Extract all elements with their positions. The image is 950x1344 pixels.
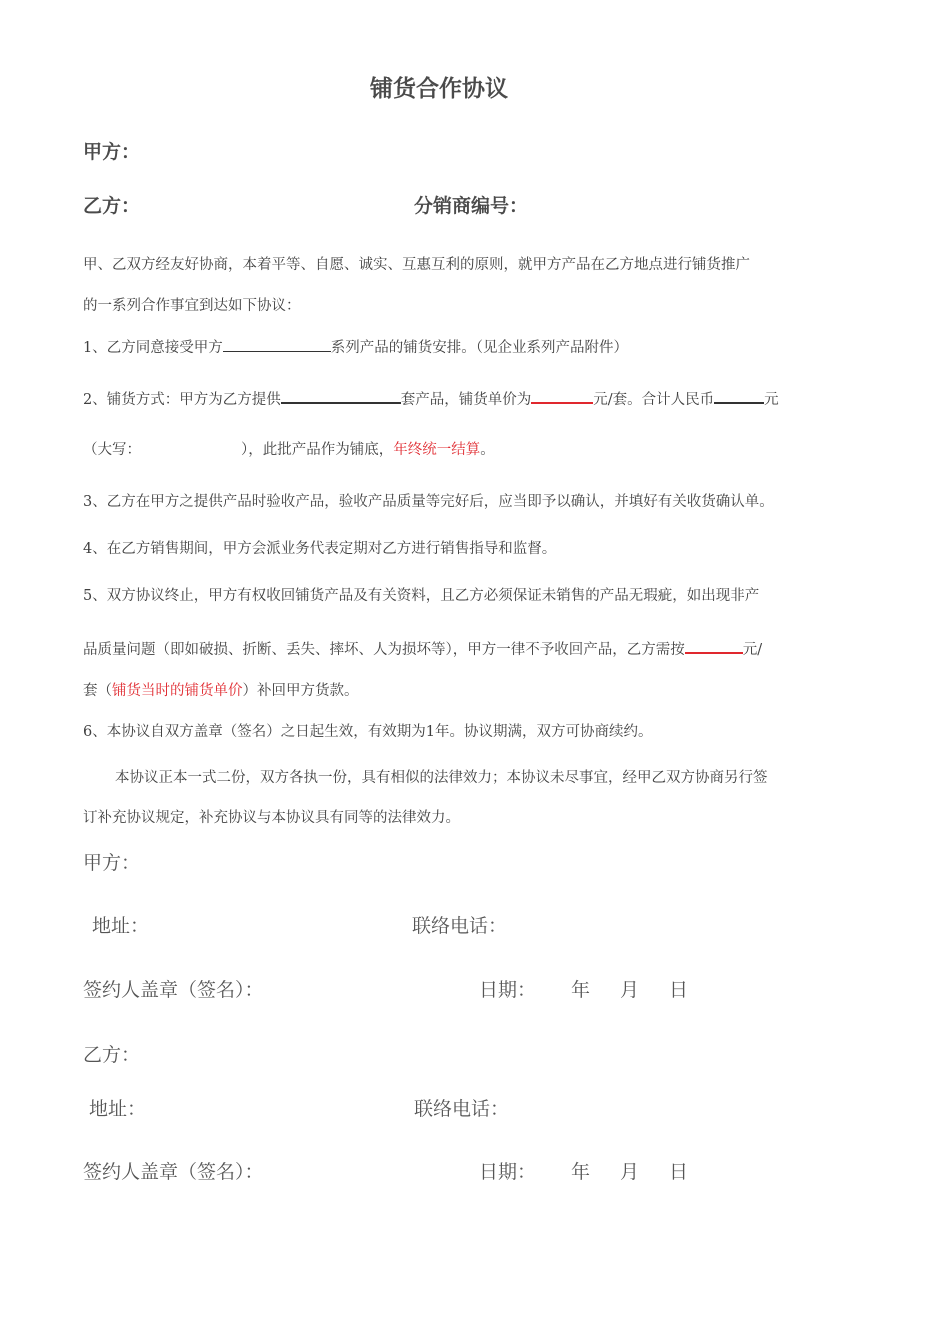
party-a-address-label: 地址： — [92, 915, 150, 937]
document-title: 铺货合作协议 — [370, 76, 508, 102]
clause-2-line-2 — [83, 438, 495, 459]
product-series-blank[interactable] — [223, 335, 331, 352]
clause-2-text-b: 套产品，铺货单价为 — [400, 392, 532, 408]
clause-3: 3、乙方在甲方之提供产品时验收产品，验收产品质量等完好后，应当即予以确认，并填好有关收货确认单。 — [83, 494, 774, 510]
party-a-month-label: 月 — [620, 979, 640, 1001]
clause-4: 4、在乙方销售期间，甲方会派业务代表定期对乙方进行销售指导和监督。 — [83, 541, 557, 557]
clause-2-text-e: （大写： — [83, 442, 141, 458]
party-a-year-label: 年 — [571, 979, 591, 1001]
unit-price-blank[interactable] — [531, 386, 593, 404]
clause-1-text-b: 系列产品的铺货安排。（见企业系列产品附件） — [330, 340, 628, 356]
signature-party-a: 甲方： — [83, 852, 141, 874]
intro-line-2: 的一系列合作事宜到达如下协议： — [83, 298, 301, 314]
clause-5-line-3 — [83, 679, 359, 700]
clause-2-text-f: ），此批产品作为铺底， — [241, 442, 394, 458]
party-a-date-label: 日期： — [479, 979, 537, 1001]
clause-5-text-d: ）补回甲方货款。 — [242, 683, 359, 699]
party-a-phone-label: 联络电话： — [412, 915, 508, 937]
party-b-date-label: 日期： — [479, 1161, 537, 1183]
quantity-blank[interactable] — [281, 386, 401, 404]
clause-5-text-a: 品质量问题（即如破损、折断、丢失、摔坏、人为损坏等），甲方一律不予收回产品，乙方需按 — [83, 642, 685, 658]
unit-price-note: 铺货当时的铺货单价 — [112, 683, 243, 699]
party-b-phone-label: 联络电话： — [414, 1098, 510, 1120]
party-a-day-label: 日 — [669, 979, 689, 1001]
party-b-year-label: 年 — [571, 1161, 591, 1183]
clause-2-text-d: 元 — [764, 392, 779, 408]
clause-5-text-c: 套（ — [83, 683, 112, 699]
clause-2-text-a: 2、铺货方式：甲方为乙方提供 — [83, 392, 281, 408]
clause-2-text-c: 元/套。合计人民币 — [593, 392, 715, 408]
intro-line-1: 甲、乙双方经友好协商，本着平等、自愿、诚实、互惠互利的原则，就甲方产品在乙方地点进行铺货推广 — [83, 257, 750, 273]
clause-5-text-b: 元/ — [742, 642, 763, 658]
clause-2-end: 。 — [480, 442, 495, 458]
party-b-signer-label: 签约人盖章（签名）： — [83, 1161, 264, 1183]
clause-5-line-1: 5、双方协议终止，甲方有权收回铺货产品及有关资料，且乙方必须保证未销售的产品无瑕疵，如出现非产 — [83, 588, 760, 604]
party-b-month-label: 月 — [620, 1161, 640, 1183]
party-b-address-label: 地址： — [89, 1098, 147, 1120]
clause-2 — [83, 386, 779, 409]
clause-6: 6、本协议自双方盖章（签名）之日起生效，有效期为1年。协议期满，双方可协商续约。 — [83, 724, 653, 740]
clause-1-text-a: 1、乙方同意接受甲方 — [83, 340, 223, 356]
party-a-label: 甲方： — [83, 141, 141, 163]
distributor-number-label: 分销商编号： — [414, 195, 529, 217]
clause-5-line-2 — [83, 636, 762, 659]
clause-1 — [83, 335, 628, 357]
party-b-day-label: 日 — [669, 1161, 689, 1183]
party-b-label: 乙方： — [83, 195, 141, 217]
closing-line-1: 本协议正本一式二份，双方各执一份，具有相似的法律效力；本协议未尽事宜，经甲乙双方协商另行签 — [115, 770, 768, 786]
year-end-settlement: 年终统一结算 — [393, 442, 481, 458]
total-amount-blank[interactable] — [714, 386, 764, 404]
signature-party-b: 乙方： — [83, 1044, 141, 1066]
closing-line-2: 订补充协议规定，补充协议与本协议具有同等的法律效力。 — [83, 810, 460, 826]
party-a-signer-label: 签约人盖章（签名）： — [83, 979, 264, 1001]
refund-price-blank[interactable] — [685, 636, 743, 654]
